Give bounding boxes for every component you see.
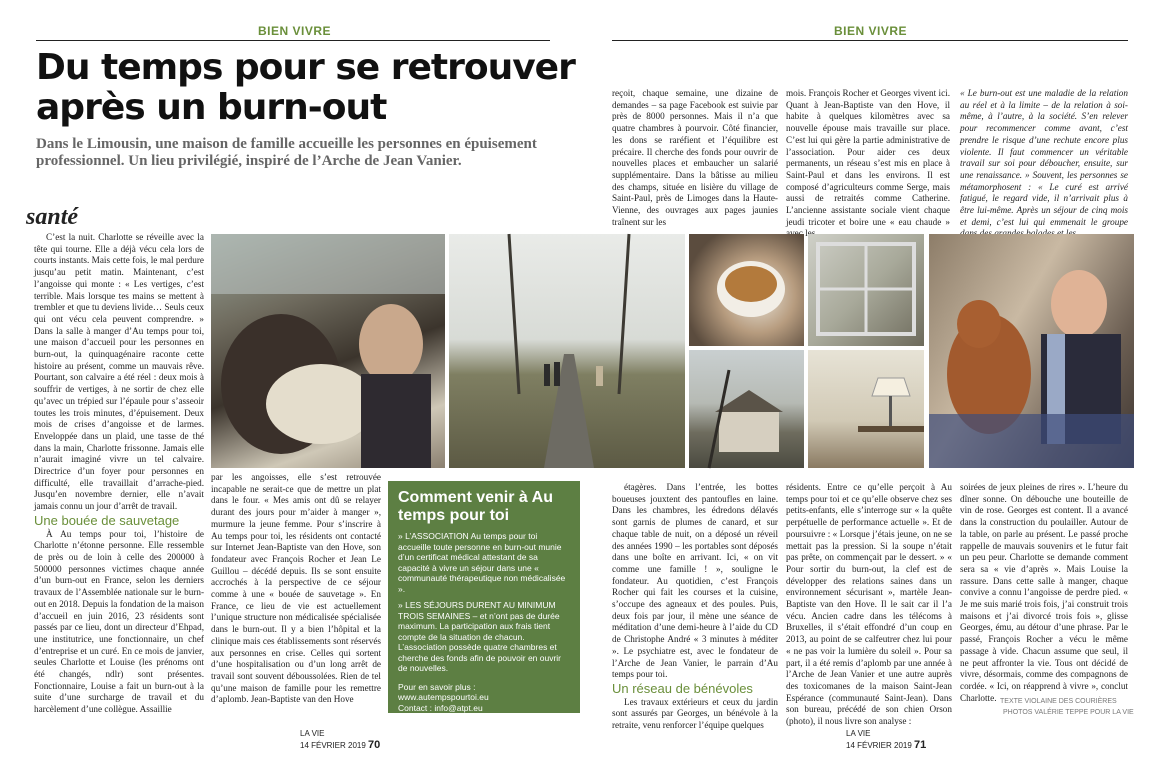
col-d-text: étagères. Dans l’entrée, les bottes boueuses jouxtent des pantoufles en laine. Dans les chambres, les édredons délavés sont garnis de plumes de canard, et sur chaque table de nuit, on a déposé un réveil des années 1990 – les portables sont déposés dans une boîte en arrivant. Ici, « on vit comme une famille ! », souligne le fondateur. Au quotidien, c’est François Rocher qui fait les courses et la cuisine, s’occupe des agneaux et des poules. Puis, deux fois par jour, il mène une séance de méditation d’une demi-heure à l’aide du CD de Christophe André « 3 minutes à méditer ». Le psychiatre est, avec le fondateur de l’Arche de Jean Vanier, le parrain d’Au temps pour toi. (612, 482, 778, 680)
tea-cup-illustration (689, 234, 804, 346)
info-box-email-link[interactable]: Contact : info@atpt.eu (398, 702, 483, 713)
credit-text: TEXTE VIOLAINE DES COURIÈRES (1000, 698, 1117, 705)
left-footer-line (300, 739, 400, 751)
info-box-contact-label: Pour en savoir plus : (398, 681, 476, 692)
photo-tea-cup (689, 234, 804, 346)
window-illustration (808, 234, 924, 346)
deck: Dans le Limousin, une maison de famille accueille les personnes en épuisement professionnel. Un lieu privilégié, inspiré de l’Arche de Jean Vanier. (36, 136, 537, 169)
right-footer (846, 729, 966, 751)
lamp-illustration (808, 350, 924, 468)
right-col-e (786, 482, 952, 727)
photo-lamp-desk (808, 350, 924, 468)
subhead-reseau: Un réseau de bénévoles (612, 680, 753, 696)
photo-man-dog (929, 234, 1134, 468)
col1-after-text: À Au temps pour toi, l’histoire de Charlotte n’étonne personne. Elle ressemble de près ou de loin à celle des 200000 à 500000 personnes victimes chaque année d’un burn-out en France, selon les derniers travaux de l’Assemblée nationale sur le burn-out en 2018. Depuis la fondation de la maison d’accueil en juin 2016, 23 résidents sont passés par ce lieu, dont un directeur d’Ehpad, une institutrice, une fonctionnaire, un chef d’entreprise et un curé. En ce mois de janvier, seules Charlotte et Louise (les prénoms ont été changés, ndlr) sont présentes. Fonctionnaire, Louise a fait un burn-out à la suite d’une surcharge de travail et du harcèlement d’une collègue. Assaillie (34, 528, 204, 715)
photo-house-tree (689, 350, 804, 468)
left-rubric: BIEN VIVRE (258, 24, 332, 38)
left-col-2 (211, 472, 381, 722)
left-footer-mag: LA VIE (300, 729, 325, 738)
info-box-title: Comment venir à Au temps pour toi (398, 489, 553, 524)
info-box-association: » L’ASSOCIATION Au temps pour toi accueille toute personne en burn-out munie d’un certificat médical attestant de sa capacité à vivre un séjour dans une « communauté thérapeutique non médicalisée ». (398, 531, 566, 594)
info-box-website-link[interactable]: www.autempspourtoi.eu (398, 692, 489, 702)
left-footer (300, 729, 400, 751)
road-illustration (449, 234, 685, 468)
col1-intro-text: C’est la nuit. Charlotte se réveille avec la tête qui tourne. Elle a déjà vécu cela lors de courts instants. Mais cette fois, le mal perdure jusqu’au petit matin. Maintenant, c’est l’angoisse qui monte : « Les vertiges, c’est terrible. Mais lorsque tes mains se mettent à trembler et que tu deviens livide… Seuls ceux qui ont vécu cela peuvent comprendre. » Dans la salle à manger d’Au temps pour toi, une maison d’accueil pour les personnes en burn-out, la quinquagénaire raconte cette histoire au présent, comme un mauvais rêve. Pourtant, son calvaire a été réel : deux mois à souffrir de vertiges, à ne sortir de chez elle qu’avec un trépied sur l’épaule pour s’asseoir toutes les trois minutes, d’épuisement. Deux mois de crises d’angoisse et de larmes. Enveloppée dans un plaid, une tasse de thé dans la main, Charlotte frissonne. Jamais elle n’aurait imaginé vivre un tel calvaire. Directrice d’un foyer pour personnes en difficulté, elle travaillait d’arrache-pied. Jusqu’en novembre dernier, elle n’avait jamais connu un jour d’arrêt de travail. (34, 232, 204, 512)
info-box-sejours: » LES SÉJOURS DURENT AU MINIMUM TROIS SEMAINES – et n’ont pas de durée maximum. La participation aux frais tient compte de la situation de chacun. L’association possède quatre chambres et cherche des fonds afin de pouvoir en ouvrir de nouvelles. (398, 600, 562, 673)
subhead-bouee: Une bouée de sauvetage (34, 512, 180, 528)
left-page-number: 70 (368, 739, 381, 751)
info-box (388, 481, 580, 713)
man-dog-illustration (929, 234, 1134, 468)
headline-line-2: après un burn-out (36, 87, 387, 128)
section-label: santé (26, 204, 79, 230)
right-page-number: 71 (914, 739, 927, 751)
donkey-sheep-illustration (211, 234, 445, 468)
credit-photo: PHOTOS VALÉRIE TEPPE POUR LA VIE (1003, 709, 1134, 716)
col-e-text: résidents. Entre ce qu’elle perçoit à Au temps pour toi et ce qu’elle observe chez ses petits-enfants, elle s’interroge sur « la quête perpétuelle de performance actuelle ». Et de poursuivre : « Lorsque j’étais jeune, on ne se mettait pas la pression. Si la soupe n’était pas prête, on commençait par le dessert. » « Pour sortir du burn-out, la clef est de développer des relations saines dans un environnement sécurisant », martèle Jean-Baptiste van den Hove. Il le sait car il l’a vécu. Ancien cadre dans les télécoms à Bruxelles, il s’était effondré d’un coup en 2013, au point de se calfeutrer chez lui pour « ne pas voir la lumière du soleil ». Pour sa part, il a été remis d’aplomb par une année à l’Arche de Jean Vanier et une autre auprès des toxicomanes de la maison Saint-Jean Espérance (communauté Saint-Jean). Dans son bureau, précédé de son chien Orson (photo), il nous livre son analyse : (786, 482, 952, 727)
right-rubric: BIEN VIVRE (834, 24, 908, 38)
right-rubric-rule (612, 40, 1128, 41)
photo-donkey-sheep (211, 234, 445, 468)
photo-window-bird (808, 234, 924, 346)
left-rubric-rule (36, 40, 550, 41)
headline-line-1: Du temps pour se retrouver (36, 47, 575, 88)
col-a-text: reçoit, chaque semaine, une dizaine de demandes – sa page Facebook est suivie par près de 8000 personnes. Mais il n’a que quatre chambres à pourvoir. Côté financier, les dons se raréfient et l’équilibre est précaire. Il cherche des fonds pour ouvrir de nouvelles places et embaucher un salarié supplémentaire. Dans la bâtisse au milieu des champs, située en lisière du village de Saint-Paul, près de Limoges dans la Haute-Vienne, des ouvrages aux pages jaunies traînent sur les (612, 88, 778, 227)
right-col-b (786, 88, 950, 233)
right-col-d (612, 482, 778, 731)
col-b-text: mois. François Rocher et Georges vivent ici. Quant à Jean-Baptiste van den Hove, il habite à quelques kilomètres avec sa nouvelle épouse mais travaille sur place. C’est lui qui gère la partie administrative de l’association. Pour aider ces deux permanents, un réseau s’est mis en place à Saint-Paul et dans les environs. Il est composé d’agriculteurs comme Serge, mais aussi de retraités comme Catherine. L’ancienne assistante sociale vient chaque jeudi tricoter et boire une « eau chaude » (786, 88, 950, 227)
house-illustration (689, 350, 804, 468)
right-col-c (960, 88, 1128, 233)
right-footer-mag: LA VIE (846, 729, 871, 738)
left-col-1 (34, 232, 204, 722)
left-footer-date: 14 FÉVRIER 2019 (300, 741, 366, 750)
photo-country-road (449, 234, 685, 468)
right-footer-date: 14 FÉVRIER 2019 (846, 741, 912, 750)
col2-text: par les angoisses, elle s’est retrouvée incapable ne serait-ce que de mettre un plat dans le four. « Mes amis ont dû se relayer durant des jours pour m’aider à manger », murmure la jeune femme. Pour s’inscrire à Au temps pour toi, les résidents ont contacté sur Internet Jean-Baptiste van den Hove, son fondateur avec François Rocher et Jean Le Guillou – décédé depuis. Ils se sont ensuite accrochés à la perspective de ce séjour comme à une « bouée de sauvetage ». En France, ce lieu de vie est actuellement l’unique structure non médicalisée spécialisée dans le burn-out. Il y a bien l’hôpital et la clinique mais ces établissements sont réservés aux personnes en crise. Celles qui sortent d’une hospitalisation ou d’un long arrêt de travail sont souvent déboussolées. Rien de tel qu’une maison de famille pour les remettre d’aplomb. Jean-Baptiste van den Hove (211, 472, 381, 705)
right-footer-line (846, 739, 966, 751)
right-col-a (612, 88, 778, 233)
col-f-text: soirées de jeux pleines de rires ». L’heure du dîner sonne. On débouche une bouteille de vin de rose. Georges est content. Il a avancé dans la construction du poulailler. Autour de la table, on parle au présent. Le passé proche rappelle de mauvais souvenirs et le futur fait un peu peur. Charlotte se demande comment sera sa « vie d’après ». Mais Louise la rassure. Dans cette salle à manger, chaque convive a connu l’angoisse de perdre pied. « Je me suis marié trois fois, j’ai construit trois maisons et j’ai divorcé trois fois », glisse Georges, ému, au détour d’une phrase. Par le passé, François Rocher a vécu le même passage à vide. Chacun assume que seul, il ne peut affronter la vie. Tous ont décidé de vivre, désormais, comme des compagnons de cordée. « Ici, on réapprend à vivre », conclut Charlotte. (960, 482, 1128, 703)
col-d-after-text: Les travaux extérieurs et ceux du jardin sont assurés par Georges, un bénévole à la retraite, venu renforcer l’équipe quelques (612, 696, 778, 731)
col-c-text: « Le burn-out est une maladie de la relation au réel et à la limite – de la relation à soi-même, à l’autre, à la société. S’en relever pour recommencer comme avant, c’est prendre le risque d’une rechute encore plus violente. Il faut commencer un véritable travail sur soi pour déboucher, ensuite, sur une renaissance. » Souvent, les personnes se métamorphosent : « Le curé est arrivé fatigué, le regard vide, il n’arrivait plus à être lui-même. Après un séjour de cinq mois et demi, c’est lui qui emmenait le groupe (960, 88, 1128, 227)
info-box-contact (398, 682, 570, 714)
